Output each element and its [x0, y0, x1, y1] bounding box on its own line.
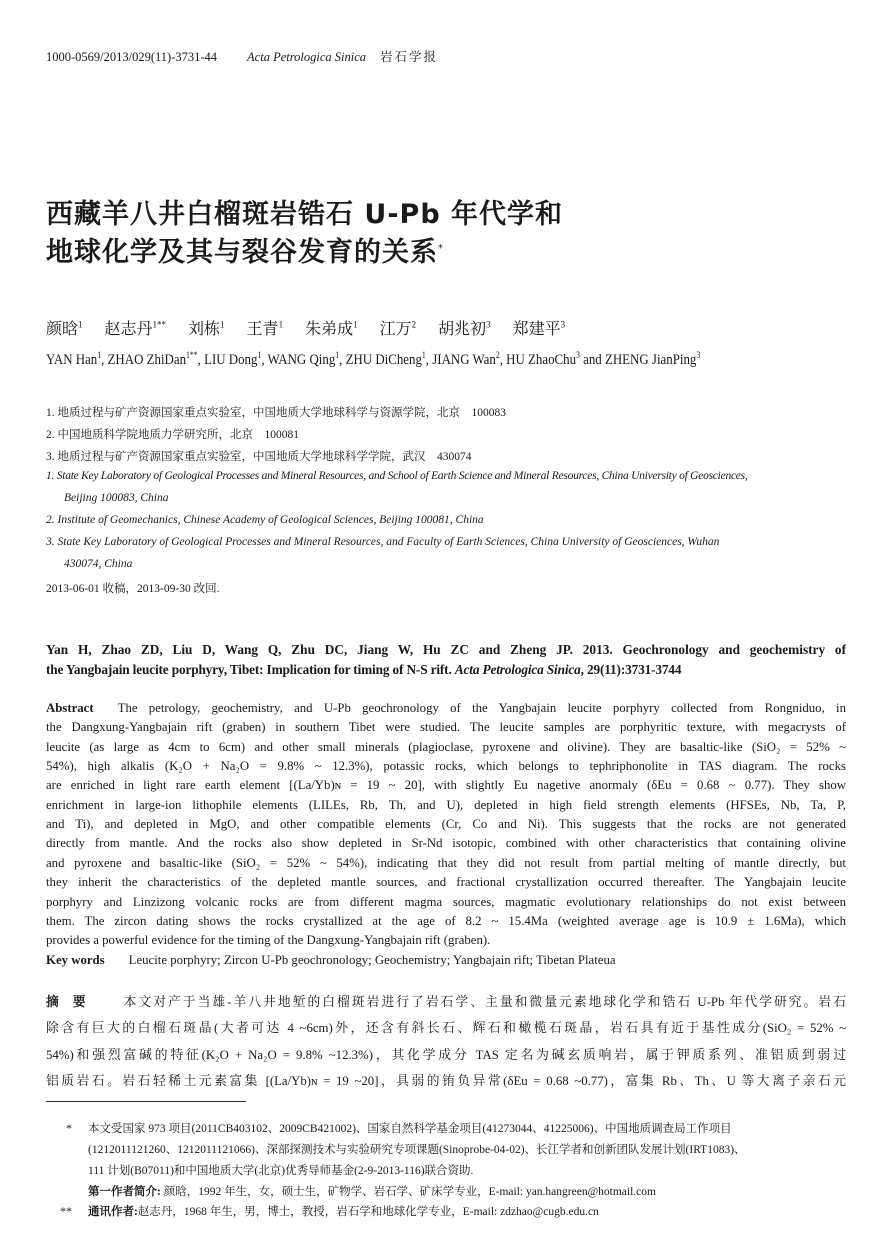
title-text: 地球化学及其与裂谷发育的关系 [46, 237, 438, 268]
abstract-line: 54%), high alkalis (K₂O + Na₂O = 9.8% ~ 12.3%), potassic rocks, which belongs to tephriphonolite in TAS diagram. The rocks [46, 759, 846, 774]
first-author-note [88, 1183, 656, 1199]
author-en-name: HU ZhaoChu [506, 352, 577, 368]
title-line-1: 西藏羊八井白榴斑岩锆石 U-Pb 年代学和 [46, 199, 564, 230]
author-affiliation-mark: 1 [335, 350, 340, 360]
author-separator: and [579, 352, 605, 368]
abstract-line [46, 701, 846, 716]
footnote-mark: * [66, 1121, 72, 1135]
affiliation: 1. State Key Laboratory of Geological Processes and Mineral Resources, and School of Earth Science and Mineral Resources, China University of Geosciences, [46, 470, 748, 482]
author-cn [105, 321, 167, 338]
author-affiliation-mark: 1 [353, 319, 358, 330]
author-cn [380, 321, 417, 338]
abstract-cn-label: 摘要 [46, 995, 100, 1010]
abstract-line: are enriched in light rare earth element [(La/Yb)ɴ = 19 ~ 20], with slightly Eu nagetive anormaly (δEu = 0.68 ~ 0.77). They show [46, 778, 846, 793]
author-en-name: JIANG Wan [432, 352, 496, 368]
keywords-text: Leucite porphyry; Zircon U-Pb geochronology; Geochemistry; Yangbajain rift; Tibetan Plateua [128, 953, 616, 967]
author-affiliation-mark: 1 [257, 350, 262, 360]
corresponding-author-note [88, 1203, 599, 1219]
author-cn [513, 321, 566, 338]
author-affiliation-mark: 1 [78, 319, 83, 330]
author-name: 胡兆初 [438, 321, 487, 338]
author-affiliation-mark: 1** [186, 350, 198, 360]
author-separator: , [339, 352, 346, 368]
title-line-2 [46, 230, 444, 269]
abstract-line: enrichment in large-ion lithophile elements (LILEs, Rb, Th, and U), depleted in high field strength elements (HFSEs, Nb, Ta, P, [46, 797, 846, 812]
corresponding-text: 赵志丹，1968 年生，男，博士，教授，岩石学和地球化学专业，E-mail: zdzhao@cugb.edu.cn [137, 1206, 599, 1218]
author-en-name: YAN Han [46, 352, 98, 368]
author-affiliation-mark: 2 [495, 350, 500, 360]
author-cn [46, 321, 83, 338]
abstract-cn-text: 本文对产于当雄-羊八井地堑的白榴斑岩进行了岩石学、主量和微量元素地球化学和锆石 U-Pb 年代学研究。岩石 [123, 995, 847, 1009]
author-name: 赵志丹 [104, 321, 153, 338]
author-name: 刘栋 [188, 321, 221, 338]
author-affiliation-mark: 1 [220, 319, 225, 330]
author-affiliation-mark: 3 [576, 350, 580, 360]
citation-volume: , 29(11):3731-3744 [580, 662, 682, 677]
author-en-name: LIU Dong [204, 352, 258, 368]
citation-line-2 [46, 662, 681, 678]
author-name: 朱弟成 [305, 321, 354, 338]
footnote-divider [46, 1101, 246, 1102]
author-affiliation-mark: 1 [278, 319, 284, 330]
author-affiliation-mark: 1** [152, 319, 167, 330]
author-cn [188, 321, 225, 338]
citation-journal: Acta Petrologica Sinica [454, 662, 581, 677]
first-author-text: 颜晗，1992 年生，女，硕士生，矿物学、岩石学、矿床学专业，E-mail: yan.hangreen@hotmail.com [160, 1186, 656, 1198]
funding-line: 111 计划(B07011)和中国地质大学(北京)优秀导师基金(2-9-2013-116)联合资助. [88, 1165, 474, 1177]
affiliation: 2. Institute of Geomechanics, Chinese Academy of Geological Sciences, Beijing 100081, China [46, 514, 484, 526]
affiliation: 430074, China [64, 558, 133, 570]
author-en-name: ZHAO ZhiDan [107, 352, 187, 368]
keywords-label: Key words [46, 953, 105, 967]
citation-text: the Yangbajain leucite porphyry, Tibet: Implication for timing of N-S rift. [46, 662, 452, 677]
citation-code: 1000-0569/2013/029(11)-3731-44 [46, 50, 218, 64]
affiliation: 3. 地质过程与矿产资源国家重点实验室，中国地质大学地球科学学院，武汉 430074 [46, 451, 472, 463]
abstract-cn-line: 54%)和强烈富碱的特征(K₂O + Na₂O = 9.8% ~12.3%)，其化学成分 TAS 定名为碱玄质响岩，属于钾质系列、准铝质到弱过 [46, 1047, 846, 1062]
abstract-line: the Dangxung-Yangbajain rift (graben) in southern Tibet were studied. The leucite samples are porphyritic texture, with megacrysts of [46, 720, 846, 735]
author-name: 王青 [246, 321, 279, 338]
first-author-label: 第一作者简介: [88, 1186, 161, 1198]
abstract-line: and pyroxene and basaltic-like (SiO₂ = 52% ~ 54%), indicating that they did not result from partial melting of mantle directly, but [46, 855, 846, 870]
received-date: 2013-06-01 收稿，2013-09-30 改回. [46, 583, 220, 595]
affiliation: 2. 中国地质科学院地质力学研究所，北京 100081 [46, 429, 299, 441]
affiliation: Beijing 100083, China [64, 492, 169, 504]
abstract-cn-line: 铝质岩石。岩石轻稀土元素富集 [(La/Yb)ɴ = 19 ~20]，具弱的铕负异常(δEu = 0.68 ~0.77)，富集 Rb、Th、U 等大离子亲石元 [46, 1073, 846, 1088]
title-footnote-mark: * [438, 243, 444, 254]
running-header [46, 47, 438, 65]
author-name: 郑建平 [512, 321, 561, 338]
author-affiliation-mark: 1 [421, 350, 426, 360]
abstract-line: they inherit the characteristics of the depleted mantle sources, and fractional crystallization occurred thereafter. The Yangbajain leucite [46, 875, 846, 890]
author-separator: , [261, 352, 268, 368]
journal-name-en: Acta Petrologica Sinica [247, 50, 366, 64]
citation-line-1: Yan H, Zhao ZD, Liu D, Wang Q, Zhu DC, Jiang W, Hu ZC and Zheng JP. 2013. Geochronology and geochemistry of [46, 642, 846, 657]
author-affiliation-mark: 3 [696, 350, 701, 360]
author-name: 江万 [379, 321, 412, 338]
author-separator: , [425, 352, 433, 368]
author-cn [438, 321, 491, 338]
abstract-line: and Ti), and depleted in MgO, and other compatible elements (Cr, Co and Ni). This suggests that the rocks are not generated [46, 817, 846, 832]
author-separator: , [101, 352, 108, 368]
abstract-text: The petrology, geochemistry, and U-Pb geochronology of the Yangbajain leucite porphyry collected from Rongniduo, in [117, 701, 846, 715]
keywords [46, 953, 616, 968]
author-separator: , [499, 352, 507, 368]
footnote-mark: ** [60, 1204, 72, 1218]
abstract-cn-line: 除含有巨大的白榴石斑晶(大者可达 4 ~6cm)外，还含有斜长石、辉石和橄榄石斑晶，岩石具有近于基性成分(SiO₂ = 52% ~ [46, 1021, 846, 1036]
affiliation: 3. State Key Laboratory of Geological Processes and Mineral Resources, and Faculty of Earth Sciences, China University of Geosciences, Wuhan [46, 536, 720, 548]
author-separator: , [197, 352, 205, 368]
journal-name-cn: 岩石学报 [380, 50, 439, 64]
funding-line: (1212011121260、1212011121066)、深部探测技术与实验研究专项课题(Sinoprobe-04-02)、长江学者和创新团队发展计划(IRT1083)、 [88, 1144, 746, 1156]
author-en-name: ZHU DiCheng [345, 352, 422, 368]
funding-line: 本文受国家 973 项目(2011CB403102、2009CB421002)、国家自然科学基金项目(41273044、41225006)、中国地质调查局工作项目 [88, 1123, 732, 1135]
author-en-name: ZHENG JianPing [604, 352, 697, 368]
author-affiliation-mark: 3 [486, 319, 491, 330]
abstract-label: Abstract [46, 701, 94, 715]
author-name: 颜晗 [46, 321, 79, 338]
authors-cn [46, 316, 587, 339]
abstract-line: provides a powerful evidence for the timing of the Dangxung-Yangbajain rift (graben). [46, 933, 491, 948]
author-cn [247, 321, 284, 338]
author-affiliation-mark: 2 [411, 319, 417, 330]
author-affiliation-mark: 3 [560, 319, 566, 330]
authors-en [46, 350, 700, 369]
affiliation: 1. 地质过程与矿产资源国家重点实验室，中国地质大学地球科学与资源学院，北京 100083 [46, 407, 506, 419]
corresponding-label: 通讯作者: [88, 1206, 138, 1218]
author-affiliation-mark: 1 [97, 350, 102, 360]
author-cn [305, 321, 358, 338]
abstract-cn-line [46, 991, 846, 1010]
author-en-name: WANG Qing [267, 352, 336, 368]
abstract-line: them. The zircon dating shows the rocks crystallized at the age of 8.2 ~ 15.4Ma (weighted average age is 10.9 ± 1.6Ma), which [46, 913, 846, 928]
abstract-line: directly from mantle. And the rocks also show depleted in Sr-Nd isotopic, combined with other characteristics that containing olivine [46, 836, 846, 851]
abstract-line: porphyry and Linzizong volcanic rocks are from different magma sources, magmatic evolutionary relationships do not exist between [46, 894, 846, 909]
abstract-line: leucite (as large as 4cm to 6cm) and other small minerals (plagioclase, pyroxene and olivine). They are basaltic-like (SiO₂ = 52% ~ [46, 739, 846, 754]
